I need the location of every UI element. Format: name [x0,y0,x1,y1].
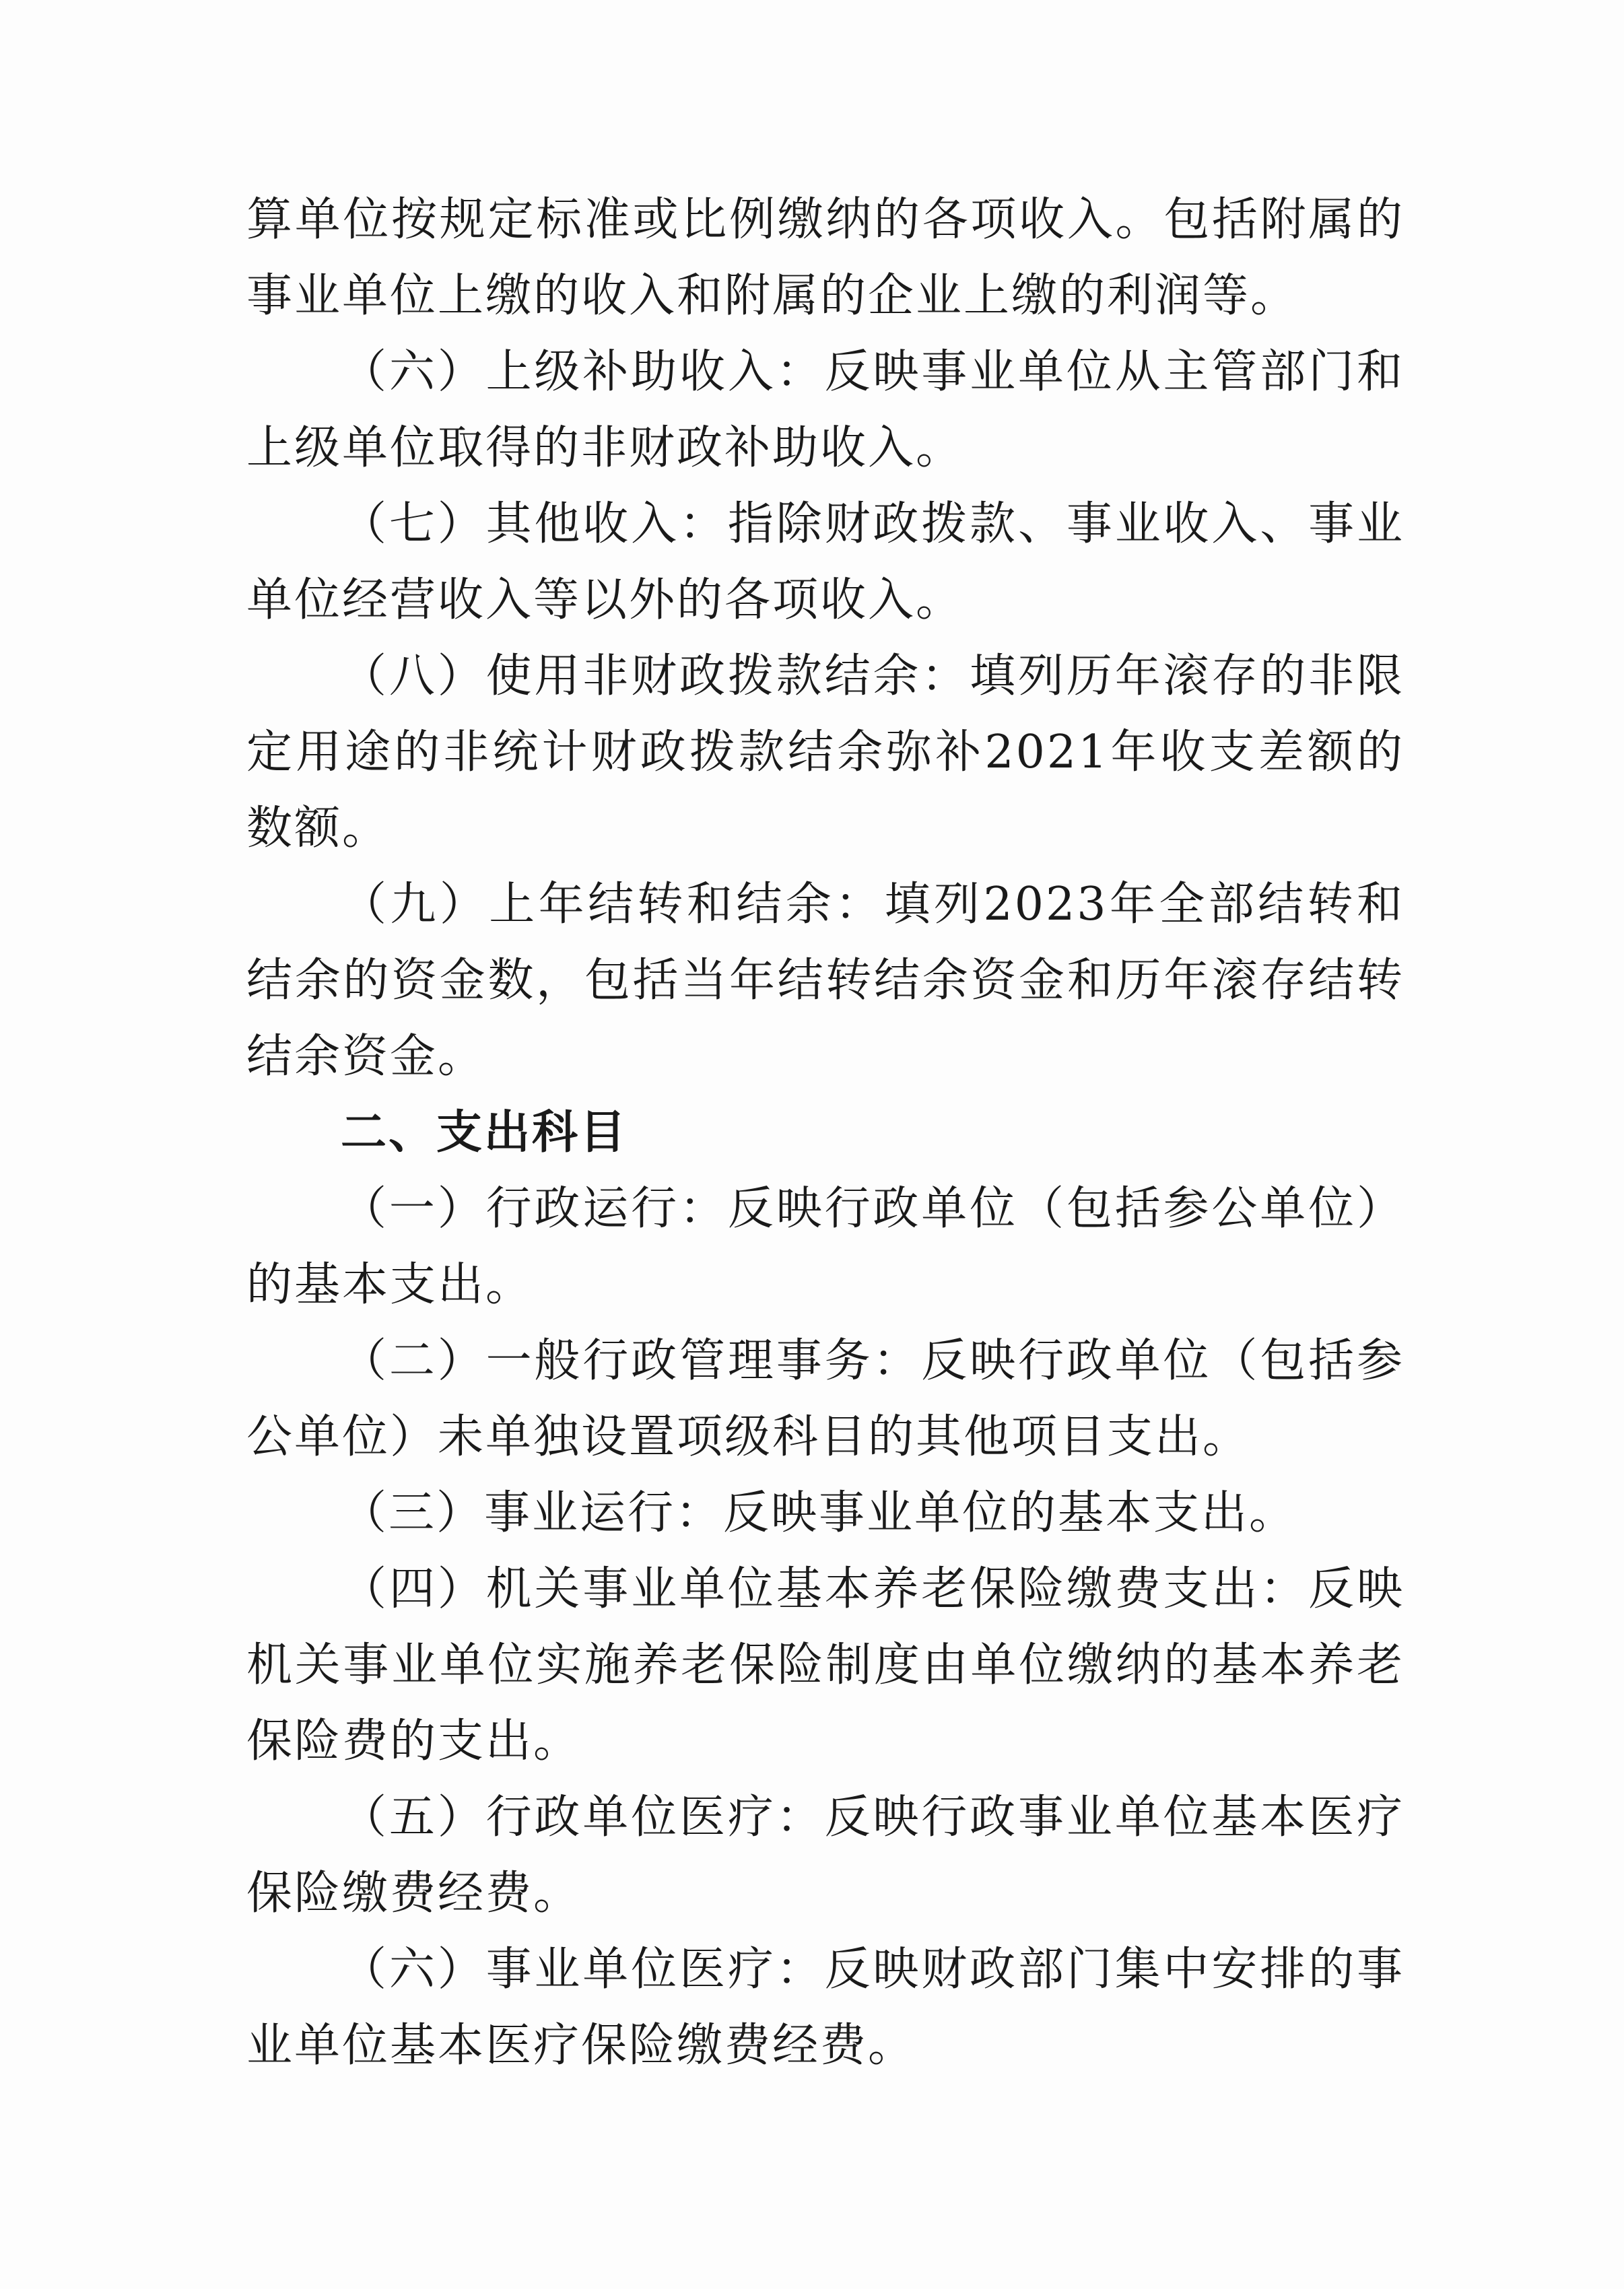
document-body [246,182,1405,2084]
paragraph-administrative-medical: （五）行政单位医疗：反映行政事业单位基本医疗保险缴费经费。 [246,1791,1405,1920]
paragraph-other-income: （七）其他收入：指除财政拨款、事业收入、事业单位经营收入等以外的各项收入。 [246,498,1405,627]
paragraph-prior-year-carryover: （九）上年结转和结余：填列2023年全部结转和结余的资金数，包括当年结转结余资金和历年滚存结转结余资金。 [246,878,1405,1083]
paragraph-general-administration: （二）一般行政管理事务：反映行政单位（包括参公单位）未单独设置项级科目的其他项目支出。 [246,1334,1405,1464]
section-heading-expenditure: 二、支出科目 [341,1106,628,1159]
paragraph-institution-medical: （六）事业单位医疗：反映财政部门集中安排的事业单位基本医疗保险缴费经费。 [246,1943,1405,2072]
paragraph-administrative-operation: （一）行政运行：反映行政单位（包括参公单位）的基本支出。 [246,1182,1405,1311]
paragraph-non-fiscal-balance: （八）使用非财政拨款结余：填列历年滚存的非限定用途的非统计财政拨款结余弥补2021年收支差额的数额。 [246,650,1405,855]
paragraph-institution-operation: （三）事业运行：反映事业单位的基本支出。 [341,1487,1297,1540]
paragraph-continuation: 算单位按规定标准或比例缴纳的各项收入。包括附属的事业单位上缴的收入和附属的企业上缴的利润等。 [246,193,1405,322]
paragraph-superior-subsidy-income: （六）上级补助收入：反映事业单位从主管部门和上级单位取得的非财政补助收入。 [246,345,1405,475]
paragraph-pension-insurance: （四）机关事业单位基本养老保险缴费支出：反映机关事业单位实施养老保险制度由单位缴纳的基本养老保险费的支出。 [246,1563,1405,1768]
